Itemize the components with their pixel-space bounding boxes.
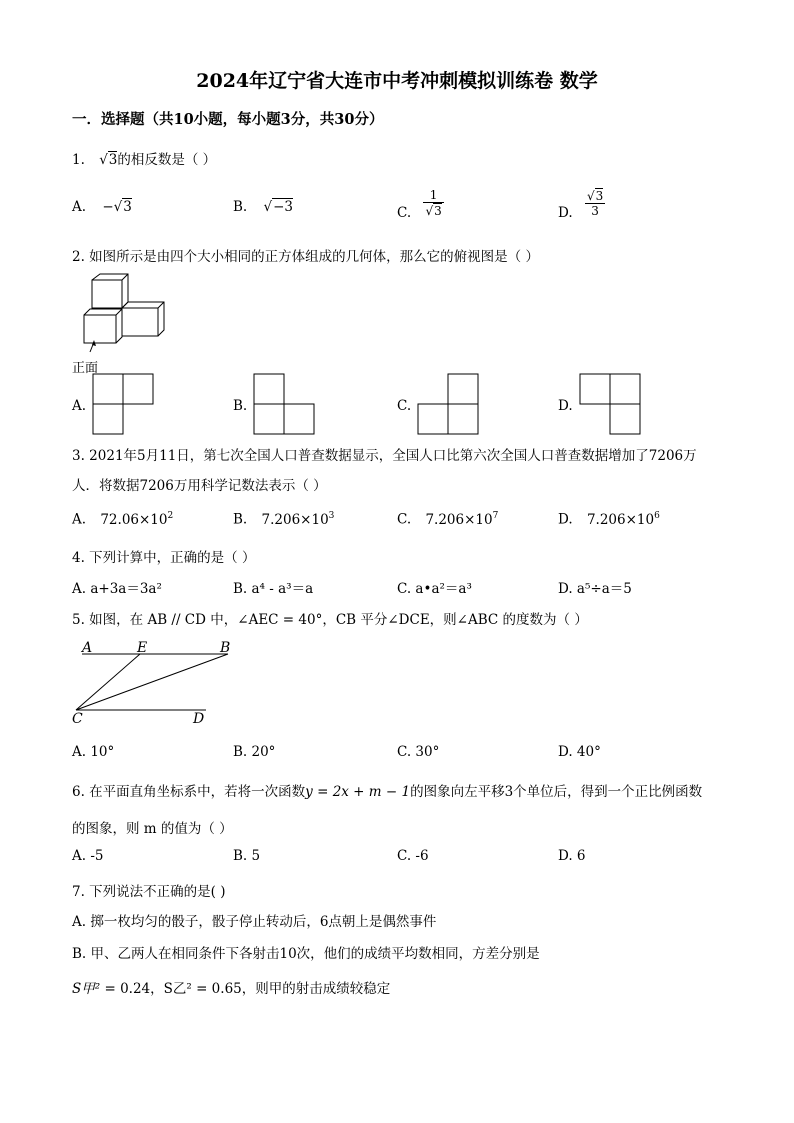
q4-option-d[interactable]: D. a⁵÷a＝5 bbox=[558, 581, 632, 597]
point-label-b: B bbox=[220, 640, 231, 656]
q6-option-c[interactable]: C. -6 bbox=[397, 848, 429, 864]
fraction: $\frac{1}{√3}$ bbox=[425, 188, 442, 218]
option-letter: B. bbox=[233, 511, 248, 528]
option-exponent: 2 bbox=[167, 511, 174, 521]
q5-option-d[interactable]: D. 40° bbox=[558, 744, 601, 760]
option-letter: D. bbox=[558, 511, 573, 528]
option-value: 72.06×10 bbox=[100, 511, 168, 528]
q1-option-d[interactable] bbox=[558, 188, 605, 221]
fraction-numerator: 1 bbox=[423, 188, 443, 203]
top-view-a[interactable] bbox=[92, 373, 156, 435]
q3-option-d[interactable] bbox=[558, 511, 660, 528]
question-number: 1. bbox=[72, 152, 85, 168]
variance-values: = 0.24，S乙² = 0.65，则甲的射击成绩较稳定 bbox=[104, 981, 391, 997]
function-formula: y = 2x + m − 1 bbox=[305, 784, 411, 800]
q6-option-d[interactable]: D. 6 bbox=[558, 848, 586, 864]
top-view-c[interactable] bbox=[417, 373, 481, 435]
option-exponent: 6 bbox=[654, 511, 660, 521]
question-text: 6. 在平面直角坐标系中，若将一次函数 bbox=[72, 784, 306, 800]
question-3-line-2: 人．将数据7206万用科学记数法表示（ ） bbox=[72, 478, 327, 494]
page-title: 2024年辽宁省大连市中考冲刺模拟训练卷 数学 bbox=[196, 70, 598, 92]
fraction-numerator: 3 bbox=[595, 189, 604, 203]
q3-option-a[interactable] bbox=[72, 511, 173, 528]
q2-option-b-letter[interactable]: B. bbox=[233, 398, 248, 414]
q5-option-c[interactable]: C. 30° bbox=[397, 744, 440, 760]
option-letter: A. bbox=[72, 199, 87, 215]
q2-option-d-letter[interactable]: D. bbox=[558, 398, 573, 414]
q7-option-a[interactable]: A. 掷一枚均匀的骰子，骰子停止转动后，6点朝上是偶然事件 bbox=[72, 914, 437, 930]
point-label-e: E bbox=[137, 640, 148, 656]
question-7: 7. 下列说法不正确的是( ) bbox=[72, 884, 226, 900]
fraction-denominator: 3 bbox=[434, 204, 442, 218]
question-text: 的图象向左平移3个单位后，得到一个正比例函数 bbox=[410, 784, 703, 800]
question-2: 2. 如图所示是由四个大小相同的正方体组成的几何体，那么它的俯视图是（ ） bbox=[72, 249, 539, 265]
question-5: 5. 如图，在 AB // CD 中，∠AEC = 40°，CB 平分∠DCE，则∠ABC 的度数为（ ） bbox=[72, 612, 588, 628]
option-letter: C. bbox=[397, 511, 412, 528]
q6-option-b[interactable]: B. 5 bbox=[233, 848, 261, 864]
q7-option-b[interactable]: B. 甲、乙两人在相同条件下各射击10次，他们的成绩平均数相同，方差分别是 bbox=[72, 946, 540, 962]
q1-option-c[interactable] bbox=[397, 188, 444, 221]
q5-option-a[interactable]: A. 10° bbox=[72, 744, 115, 760]
option-letter: D. bbox=[558, 204, 573, 221]
option-letter: C. bbox=[397, 204, 412, 221]
option-radicand: −3 bbox=[273, 199, 294, 215]
q3-option-c[interactable] bbox=[397, 511, 498, 528]
top-view-b[interactable] bbox=[253, 373, 317, 435]
q1-option-b[interactable]: B. √−3 bbox=[233, 199, 294, 215]
option-letter: A. bbox=[72, 511, 87, 528]
q7-option-b-continued bbox=[72, 977, 390, 997]
q6-option-a[interactable]: A. -5 bbox=[72, 848, 104, 864]
question-3-line-1: 3. 2021年5月11日，第七次全国人口普查数据显示，全国人口比第六次全国人口普查数据增加了7206万 bbox=[72, 448, 697, 464]
section-heading: 一．选择题（共10小题，每小题3分，共30分） bbox=[72, 111, 384, 128]
question-text: 的相反数是（ ） bbox=[117, 152, 217, 168]
front-label: 正面 bbox=[72, 361, 99, 376]
point-label-a: A bbox=[82, 640, 93, 656]
question-6-line-2: 的图象，则 m 的值为（ ） bbox=[72, 821, 233, 837]
q4-option-a[interactable]: A. a+3a＝3a² bbox=[72, 581, 162, 597]
option-value: 7.206×10 bbox=[261, 511, 329, 528]
option-sign: − bbox=[102, 199, 114, 215]
option-value: 7.206×10 bbox=[425, 511, 493, 528]
question-4: 4. 下列计算中，正确的是（ ） bbox=[72, 550, 256, 566]
q4-option-c[interactable]: C. a•a²＝a³ bbox=[397, 581, 472, 597]
fraction: $\frac{√3}{3}$ bbox=[586, 189, 604, 218]
q3-option-b[interactable] bbox=[233, 511, 334, 528]
option-letter: B. bbox=[233, 199, 248, 215]
q4-option-b[interactable]: B. a⁴ - a³＝a bbox=[233, 581, 314, 597]
option-exponent: 3 bbox=[328, 511, 335, 521]
fraction-denominator: 3 bbox=[591, 204, 599, 218]
q2-option-c-letter[interactable]: C. bbox=[397, 398, 412, 414]
option-radicand: 3 bbox=[123, 199, 132, 215]
top-view-d[interactable] bbox=[579, 373, 643, 435]
q5-option-b[interactable]: B. 20° bbox=[233, 744, 276, 760]
variance-symbol: S甲² bbox=[72, 981, 101, 997]
q1-option-a[interactable]: A. −√3 bbox=[72, 199, 132, 215]
question-6-line-1 bbox=[72, 780, 702, 800]
option-value: 7.206×10 bbox=[586, 511, 655, 528]
point-label-d: D bbox=[193, 711, 205, 727]
q2-option-a-letter[interactable]: A. bbox=[72, 398, 87, 414]
option-exponent: 7 bbox=[492, 511, 499, 521]
cube-solid-figure bbox=[80, 270, 170, 350]
question-1: 1. √3的相反数是（ ） bbox=[72, 152, 217, 168]
radicand: 3 bbox=[108, 152, 118, 168]
point-label-c: C bbox=[72, 711, 83, 727]
